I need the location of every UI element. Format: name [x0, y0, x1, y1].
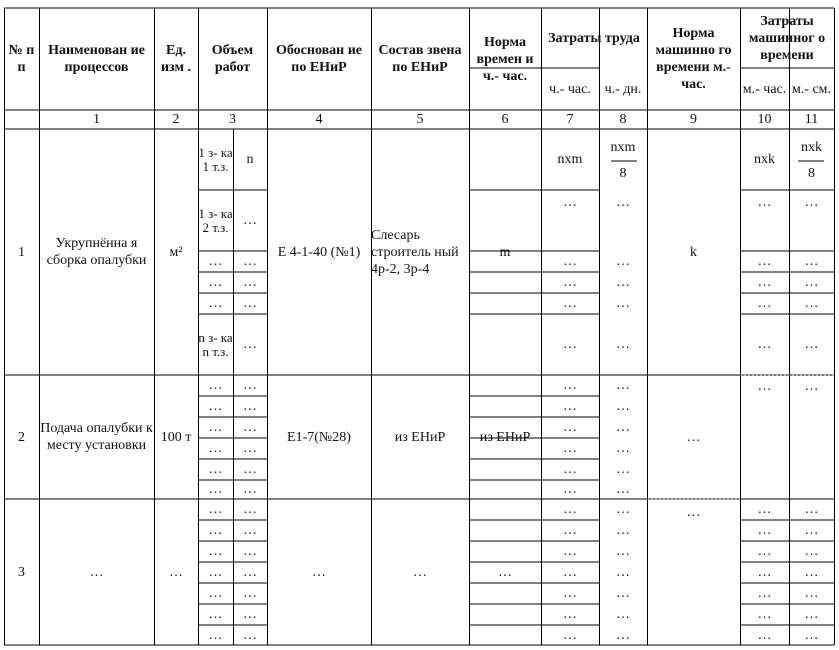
ellipsis-cell: …	[616, 254, 630, 269]
header-unit: Ед. изм .	[160, 43, 192, 75]
ellipsis-cell: …	[757, 565, 772, 580]
process-name: Укрупнённа я сборка опалубки	[46, 236, 147, 268]
volume-label: 1 з- ка 2 т.з.	[198, 205, 233, 235]
ellipsis-cell: …	[804, 275, 819, 290]
ellipsis-cell: …	[563, 254, 577, 269]
header-machine-cost: Затраты машинног о времени	[748, 13, 826, 63]
ellipsis-cell: …	[757, 627, 772, 643]
labor-hours: nxm	[557, 152, 583, 167]
ellipsis-cell: …	[563, 586, 577, 601]
volume-value: …	[243, 296, 257, 311]
column-number: 5	[416, 112, 424, 127]
ellipsis-cell: …	[243, 462, 257, 477]
ellipsis-cell: …	[804, 627, 819, 643]
volume-label: …	[208, 254, 223, 269]
ellipsis-cell: …	[804, 586, 819, 601]
unit: 100 т	[160, 429, 192, 445]
ellipsis-cell: …	[804, 607, 819, 622]
machine-hours: …	[757, 379, 772, 394]
volume-value: …	[243, 275, 257, 290]
unit: м²	[169, 244, 183, 260]
column-number: 8	[619, 112, 627, 127]
header-machine-norm: Норма машинно го времени м.-час.	[655, 26, 732, 92]
column-number: 2	[172, 112, 180, 127]
ellipsis-cell: …	[804, 502, 819, 517]
ellipsis-cell: …	[616, 275, 630, 290]
machine-norm: k	[690, 244, 697, 260]
ellipsis-cell: …	[616, 607, 630, 622]
ellipsis-cell: …	[804, 296, 819, 311]
process-name: Подача опалубки к месту установки	[40, 421, 153, 453]
time-norm: m	[499, 244, 511, 260]
ellipsis-cell: …	[208, 378, 223, 393]
ellipsis-cell: …	[243, 482, 257, 497]
header-basis: Обоснован ие по ЕНиР	[275, 43, 363, 75]
crew: Слесарь строитель ный 4р-2, 3р-4	[371, 227, 459, 277]
column-number: 9	[690, 112, 697, 127]
time-norm: …	[498, 564, 512, 580]
ellipsis-cell: …	[616, 337, 630, 352]
ellipsis-cell: …	[243, 378, 257, 393]
ellipsis-cell: …	[616, 502, 630, 517]
ellipsis-cell: …	[563, 296, 577, 311]
volume-value: …	[243, 254, 257, 269]
ellipsis-cell: …	[563, 544, 577, 559]
ellipsis-cell: …	[243, 399, 257, 414]
ellipsis-cell: …	[243, 544, 257, 559]
header-crew: Состав звена по ЕНиР	[378, 43, 462, 75]
ellipsis-cell: …	[563, 399, 577, 414]
ellipsis-cell: …	[757, 254, 772, 269]
ellipsis-cell: …	[616, 420, 630, 435]
ellipsis-cell: …	[757, 502, 772, 517]
machine-shifts-numerator: nxk	[801, 140, 822, 155]
ellipsis-cell: …	[804, 523, 819, 538]
machine-norm: …	[686, 505, 701, 520]
ellipsis-cell: …	[616, 399, 630, 414]
ellipsis-cell: …	[616, 627, 630, 643]
ellipsis-cell: …	[757, 296, 772, 311]
ellipsis-cell: …	[616, 378, 630, 393]
ellipsis-cell: …	[563, 502, 577, 517]
ellipsis-cell: …	[804, 565, 819, 580]
ellipsis-cell: …	[804, 254, 819, 269]
ellipsis-cell: …	[563, 462, 577, 477]
ellipsis-cell: …	[208, 462, 223, 477]
ellipsis-cell: …	[208, 502, 223, 517]
ellipsis-cell: …	[208, 441, 223, 456]
ellipsis-cell: …	[563, 420, 577, 435]
header-machine-shifts: м.- см.	[791, 81, 832, 97]
row-number: 1	[18, 244, 25, 260]
ellipsis-cell: …	[243, 565, 257, 580]
crew: из ЕНиР	[394, 429, 446, 445]
volume-label: …	[208, 275, 223, 290]
header-name: Наименован ие процессов	[48, 43, 145, 75]
column-number: 6	[501, 112, 509, 127]
column-number: 1	[93, 112, 100, 127]
ellipsis-cell: …	[243, 523, 257, 538]
ellipsis-cell: …	[208, 482, 223, 497]
basis: Е 4-1-40 (№1)	[277, 244, 361, 260]
ellipsis-cell: …	[616, 296, 630, 311]
machine-shifts: …	[804, 379, 819, 394]
labor-days-numerator: nxm	[610, 140, 636, 155]
ellipsis-cell: …	[757, 523, 772, 538]
ellipsis-cell: …	[563, 523, 577, 538]
ellipsis-cell: …	[243, 441, 257, 456]
ellipsis-cell: …	[563, 482, 577, 497]
row-number: 3	[18, 564, 25, 580]
ellipsis-cell: …	[616, 544, 630, 559]
ellipsis-cell: …	[563, 607, 577, 622]
ellipsis-cell: …	[757, 607, 772, 622]
volume-label: n з- ка n т.з.	[198, 329, 233, 359]
header-machine-hours: м.- час.	[742, 81, 787, 97]
row-number: 2	[18, 429, 25, 445]
ellipsis-cell: …	[616, 194, 630, 210]
ellipsis-cell: …	[804, 544, 819, 559]
ellipsis-cell: …	[208, 627, 223, 643]
ellipsis-cell: …	[757, 544, 772, 559]
ellipsis-cell: …	[208, 420, 223, 435]
header-num: № п п	[8, 43, 35, 75]
column-number: 3	[229, 112, 236, 127]
ellipsis-cell: …	[243, 420, 257, 435]
volume-value: …	[243, 337, 257, 352]
ellipsis-cell: …	[616, 565, 630, 580]
ellipsis-cell: …	[208, 523, 223, 538]
ellipsis-cell: …	[563, 275, 577, 290]
ellipsis-cell: …	[243, 502, 257, 517]
ellipsis-cell: …	[757, 194, 772, 210]
ellipsis-cell: …	[563, 194, 577, 210]
labor-days-denominator: 8	[619, 166, 627, 181]
ellipsis-cell: …	[208, 607, 223, 622]
machine-hours: nxk	[754, 152, 775, 167]
ellipsis-cell: …	[563, 378, 577, 393]
ellipsis-cell: …	[757, 586, 772, 601]
column-number: 11	[804, 112, 819, 127]
volume-value: …	[243, 213, 257, 228]
ellipsis-cell: …	[243, 627, 257, 643]
volume-value: n	[246, 152, 254, 167]
ellipsis-cell: …	[757, 275, 772, 290]
basis: Е1-7(№28)	[287, 429, 351, 445]
ellipsis-cell: …	[208, 565, 223, 580]
ellipsis-cell: …	[616, 462, 630, 477]
column-number: 4	[315, 112, 323, 127]
ellipsis-cell: …	[243, 586, 257, 601]
time-norm: из ЕНиР	[479, 429, 531, 445]
ellipsis-cell: …	[804, 194, 819, 210]
ellipsis-cell: …	[208, 544, 223, 559]
unit: …	[169, 564, 183, 580]
machine-norm: …	[686, 429, 701, 445]
header-labor: Затраты труда	[548, 30, 640, 46]
ellipsis-cell: …	[616, 523, 630, 538]
ellipsis-cell: …	[804, 337, 819, 352]
ellipsis-cell: …	[757, 337, 772, 352]
header-volume: Объем работ	[211, 43, 254, 75]
crew: …	[413, 564, 427, 580]
ellipsis-cell: …	[563, 337, 577, 352]
ellipsis-cell: …	[563, 441, 577, 456]
volume-label: …	[208, 296, 223, 311]
basis: …	[312, 564, 326, 580]
ellipsis-cell: …	[243, 607, 257, 622]
ellipsis-cell: …	[616, 482, 630, 497]
ellipsis-cell: …	[616, 441, 630, 456]
process-name: …	[89, 564, 104, 580]
ellipsis-cell: …	[563, 627, 577, 643]
header-labor-hours: ч.- час.	[549, 81, 591, 97]
ellipsis-cell: …	[563, 565, 577, 580]
ellipsis-cell: …	[208, 399, 223, 414]
column-number: 7	[566, 112, 574, 127]
column-number: 10	[757, 112, 772, 127]
machine-shifts-denominator: 8	[808, 166, 815, 181]
ellipsis-cell: …	[616, 586, 630, 601]
ellipsis-cell: …	[208, 586, 223, 601]
volume-label: 1 з- ка 1 т.з.	[198, 144, 233, 174]
header-labor-days: ч.- дн.	[604, 81, 642, 97]
header-norm: Норма времен и ч.- час.	[476, 34, 534, 84]
